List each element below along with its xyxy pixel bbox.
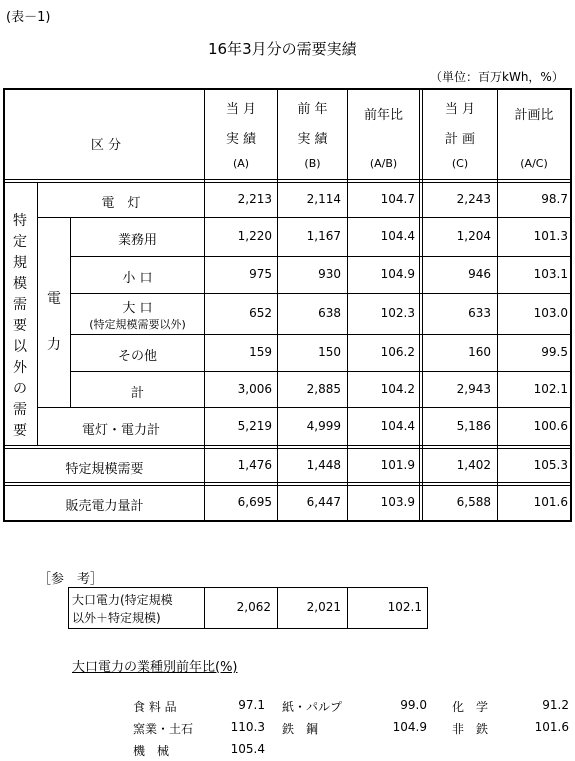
industry-value-chemical: 91.2 — [542, 698, 569, 712]
table-label: (表－1) — [6, 10, 51, 25]
industry-value-nonferrous: 101.6 — [534, 720, 569, 734]
cell-a: 2,213 — [237, 192, 272, 206]
group-char: 要 — [13, 423, 27, 439]
cell-b: 150 — [318, 345, 341, 359]
industry-name-machinery: 機 械 — [133, 744, 170, 758]
cell-b: 4,999 — [306, 419, 341, 433]
header-yoy-1: 前年比 — [363, 108, 403, 123]
reference-value-a: 2,062 — [236, 600, 271, 614]
group-char: 外 — [13, 360, 27, 376]
header-plan-2: 計 画 — [444, 132, 476, 147]
page-title: 16年3月分の需要実績 — [208, 40, 357, 58]
header-ratio-3: (A/C) — [520, 157, 548, 170]
cell-c: 6,588 — [456, 495, 491, 509]
cell-ab: 104.4 — [380, 229, 415, 243]
group-label-non-specified-demand — [11, 211, 29, 442]
row-label-lighting: 電 灯 — [101, 196, 141, 211]
cell-c: 1,204 — [456, 229, 491, 243]
cell-ac: 102.1 — [533, 382, 568, 396]
group-char: 電 — [47, 291, 61, 307]
cell-ac: 101.3 — [533, 229, 568, 243]
cell-ab: 102.3 — [380, 306, 415, 320]
industry-name-paper: 紙・パルプ — [282, 700, 343, 714]
group-char: 以 — [13, 339, 27, 355]
cell-b: 2,885 — [306, 382, 341, 396]
header-category: 区 分 — [90, 138, 122, 153]
row-label-large: 大 口 — [122, 301, 153, 316]
industry-value-paper: 99.0 — [400, 698, 427, 712]
industry-name-chemical: 化 学 — [452, 700, 489, 714]
cell-ac: 103.0 — [533, 306, 568, 320]
cell-ac: 101.6 — [533, 495, 568, 509]
group-char: 需 — [13, 402, 27, 418]
reference-label: ［参 考］ — [38, 572, 104, 587]
cell-ab: 104.4 — [380, 419, 415, 433]
industry-value-food: 97.1 — [238, 698, 265, 712]
group-char: 定 — [13, 234, 27, 250]
row-label-small: 小 口 — [122, 271, 153, 286]
cell-b: 1,167 — [306, 229, 341, 243]
cell-ab: 103.9 — [380, 495, 415, 509]
cell-ac: 100.6 — [533, 419, 568, 433]
row-label-business: 業務用 — [117, 233, 157, 248]
reference-row-label-1: 大口電力(特定規模 — [72, 593, 173, 607]
cell-a: 652 — [249, 306, 272, 320]
row-label-power-subtotal: 計 — [130, 386, 144, 401]
reference-row-label-2: 以外＋特定規模) — [72, 611, 161, 625]
cell-c: 633 — [468, 306, 491, 320]
cell-a: 6,695 — [237, 495, 272, 509]
cell-ab: 101.9 — [380, 458, 415, 472]
cell-b: 638 — [318, 306, 341, 320]
group-label-power — [45, 276, 63, 368]
header-ratio-1: 計画比 — [514, 108, 554, 123]
cell-c: 946 — [468, 267, 491, 281]
group-char: 需 — [13, 297, 27, 313]
industry-title: 大口電力の業種別前年比(%) — [72, 660, 238, 675]
industry-name-nonferrous: 非 鉄 — [452, 722, 489, 736]
group-char: 規 — [13, 255, 27, 271]
cell-c: 2,243 — [456, 192, 491, 206]
row-label-large-sub: (特定規模需要以外) — [89, 318, 186, 331]
industry-name-food: 食 料 品 — [133, 700, 177, 714]
group-char: 模 — [13, 276, 27, 292]
row-label-specified-demand: 特定規模需要 — [65, 462, 144, 477]
industry-value-ceramics: 110.3 — [230, 720, 265, 734]
header-actual-3: (A) — [232, 157, 250, 170]
cell-b: 1,448 — [306, 458, 341, 472]
row-label-lighting-power-total: 電灯・電力計 — [81, 423, 160, 438]
industry-value-steel: 104.9 — [392, 720, 427, 734]
industry-name-ceramics: 窯業・土石 — [133, 722, 194, 736]
cell-c: 160 — [468, 345, 491, 359]
cell-ab: 106.2 — [380, 345, 415, 359]
cell-c: 2,943 — [456, 382, 491, 396]
cell-ab: 104.9 — [380, 267, 415, 281]
row-label-sales-total: 販売電力量計 — [65, 499, 144, 514]
header-prev-2: 実 績 — [297, 132, 328, 147]
cell-a: 1,476 — [237, 458, 272, 472]
row-label-other: その他 — [117, 349, 157, 364]
cell-b: 6,447 — [306, 495, 341, 509]
reference-value-b: 2,021 — [306, 600, 341, 614]
header-plan-1: 当 月 — [444, 102, 476, 117]
industry-name-steel: 鉄 鋼 — [282, 722, 319, 736]
cell-ac: 99.5 — [541, 345, 568, 359]
group-char: 力 — [47, 337, 61, 353]
cell-c: 1,402 — [456, 458, 491, 472]
unit-label: （単位：百万kWh，%） — [430, 70, 564, 84]
cell-c: 5,186 — [456, 419, 491, 433]
reference-value-ab: 102.1 — [387, 600, 422, 614]
group-char: の — [13, 381, 27, 397]
header-yoy-3: (A/B) — [369, 157, 398, 170]
cell-b: 2,114 — [306, 192, 341, 206]
header-plan-3: (C) — [451, 157, 469, 170]
cell-ac: 98.7 — [541, 192, 568, 206]
cell-b: 930 — [318, 267, 341, 281]
industry-value-machinery: 105.4 — [230, 742, 265, 756]
group-char: 要 — [13, 318, 27, 334]
header-prev-1: 前 年 — [297, 102, 328, 117]
cell-a: 975 — [249, 267, 272, 281]
cell-ac: 103.1 — [533, 267, 568, 281]
cell-ac: 105.3 — [533, 458, 568, 472]
cell-a: 5,219 — [237, 419, 272, 433]
group-char: 特 — [13, 213, 27, 229]
cell-a: 159 — [249, 345, 272, 359]
cell-ab: 104.2 — [380, 382, 415, 396]
header-prev-3: (B) — [304, 157, 321, 170]
header-actual-2: 実 績 — [225, 132, 257, 147]
header-actual-1: 当 月 — [225, 102, 257, 117]
cell-a: 1,220 — [237, 229, 272, 243]
cell-ab: 104.7 — [380, 192, 415, 206]
cell-a: 3,006 — [237, 382, 272, 396]
